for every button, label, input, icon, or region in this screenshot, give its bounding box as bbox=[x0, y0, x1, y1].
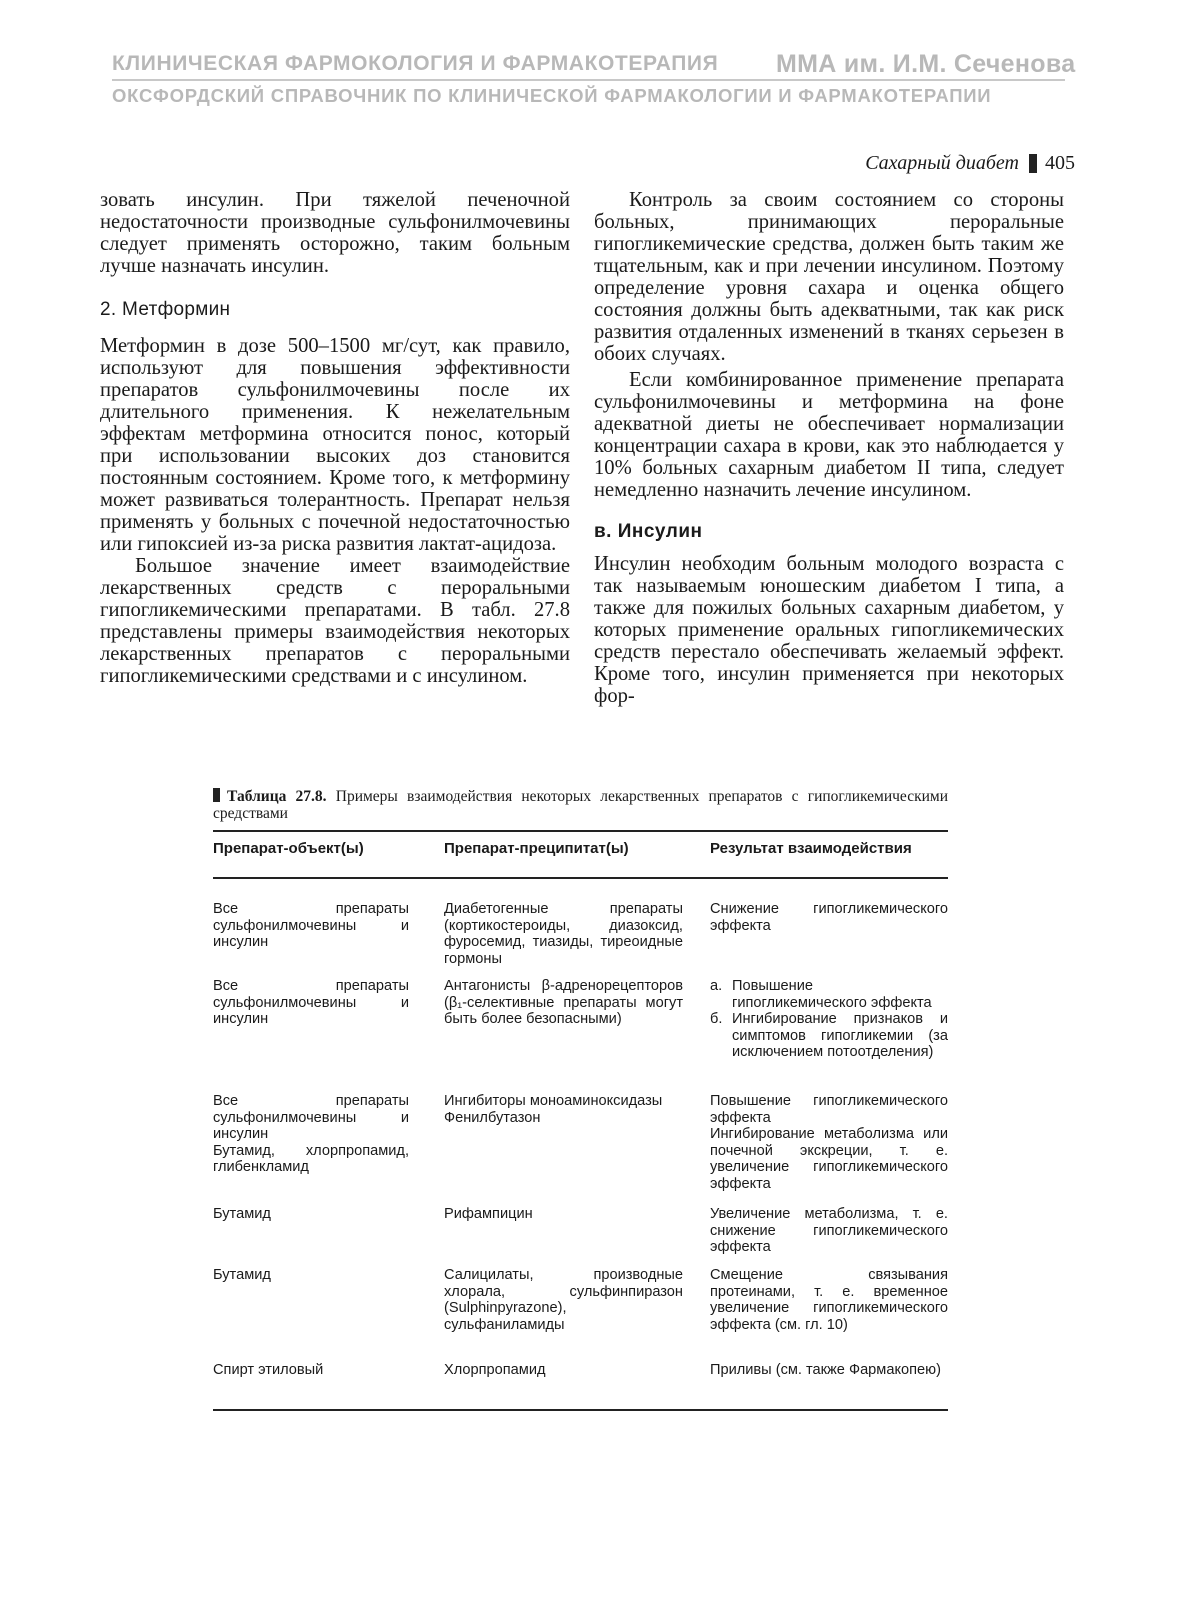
square-mark-icon bbox=[1029, 154, 1037, 173]
square-mark-icon bbox=[213, 788, 220, 802]
right-column bbox=[594, 189, 1064, 707]
left-column bbox=[100, 189, 570, 687]
cell-text: Антагонисты β-адренорецепторов (β₁-селективные препараты могут быть более безопасными) bbox=[444, 978, 683, 1028]
table-caption-label: Таблица 27.8. bbox=[227, 788, 327, 805]
cell-text: Бутамид bbox=[213, 1267, 271, 1283]
table-row bbox=[213, 1267, 948, 1333]
cell-text: Ингибиторы моноаминоксидазы bbox=[444, 1093, 663, 1109]
right-paragraph-2: Если комбинированное применение препарата сульфонилмочевины и метформина на фоне адекватной диеты не обеспечивает нормализации концентрации сахара в крови, как это наблюдается у 10% больных сахарным диабетом II типа, следует немедленно назначить лечение инсулином. bbox=[594, 369, 1064, 501]
interaction-table bbox=[213, 832, 948, 1378]
cell-object bbox=[213, 1267, 419, 1333]
cell-text: Салицилаты, производные хлорала, сульфинпиразон (Sulphinpyrazone), сульфаниламиды bbox=[444, 1267, 683, 1333]
cell-text: Бутамид, хлорпропамид, глибенкламид bbox=[213, 1142, 409, 1176]
right-paragraph-3: Инсулин необходим больным молодого возраста с так называемым юношеским диабетом I типа, а также для пожилых больных сахарным диабетом, у которых применение оральных гипогликемических средств перестало обеспечивать желаемый эффект. Кроме того, инсулин применяется при некоторых фор- bbox=[594, 553, 1064, 707]
cell-result bbox=[683, 978, 948, 1061]
cell-text: Увеличение метаболизма, т. е. снижение гипогликемического эффекта bbox=[710, 1206, 948, 1256]
table-row bbox=[213, 978, 948, 1061]
cell-precipitant bbox=[419, 978, 683, 1061]
cell-object bbox=[213, 1093, 419, 1193]
table-row bbox=[213, 1206, 948, 1256]
left-paragraph-2: Метформин в дозе 500–1500 мг/сут, как правило, используют для повышения эффективности препаратов сульфонилмочевины после их длительного применения. К нежелательным эффектам метформина относится понос, который при использовании высоких доз становится постоянным состоянием. Кроме того, к метформину может развиваться толерантность. Препарат нельзя применять у больных с почечной недостаточностью или гипоксией из-за риска развития лактат-ацидоза. bbox=[100, 335, 570, 555]
page-number: 405 bbox=[1045, 152, 1075, 174]
right-paragraph-1: Контроль за своим состоянием со стороны больных, принимающих пероральные гипогликемические средства, должен быть таким же тщательным, как и при лечении инсулином. Поэтому определение уровня сахара и оценка общего состояния должны быть адекватными, так как риск развития отдаленных изменений в тканях серьезен в обоих случаях. bbox=[594, 189, 1064, 365]
cell-text: Смещение связывания протеинами, т. е. временное увеличение гипогликемического эффекта (см. гл. 10) bbox=[710, 1267, 948, 1333]
cell-precipitant bbox=[419, 1267, 683, 1333]
table-row bbox=[213, 1093, 948, 1193]
table-row bbox=[213, 901, 948, 967]
table-header-rule bbox=[213, 877, 948, 879]
header-subtitle: ОКСФОРДСКИЙ СПРАВОЧНИК ПО КЛИНИЧЕСКОЙ ФАРМАКОЛОГИИ И ФАРМАКОТЕРАПИИ bbox=[112, 85, 992, 106]
cell-result bbox=[683, 901, 948, 967]
cell-result bbox=[683, 1093, 948, 1193]
cell-text: Бутамид bbox=[213, 1206, 271, 1222]
table-bottom-rule bbox=[213, 1409, 948, 1411]
cell-text: Ингибирование метаболизма или почечной экскреции, т. е. увеличение гипогликемического эффекта bbox=[710, 1126, 948, 1192]
section-heading-metformin: 2. Метформин bbox=[100, 299, 231, 320]
cell-result bbox=[683, 1206, 948, 1256]
table-header-row bbox=[213, 832, 948, 877]
list-marker: б. bbox=[710, 1011, 723, 1028]
running-head bbox=[865, 152, 1075, 175]
left-paragraph-3: Большое значение имеет взаимодействие лекарственных средств с пероральными гипогликемическими препаратами. В табл. 27.8 представлены примеры взаимодействия некоторых лекарственных препаратов с пероральными гипогликемическими средствами и с инсулином. bbox=[100, 555, 570, 687]
column-header-result: Результат взаимодействия bbox=[710, 840, 912, 857]
result-list-item bbox=[710, 978, 948, 1011]
cell-result bbox=[683, 1362, 948, 1379]
table-row bbox=[213, 1362, 948, 1379]
cell-text: Спирт этиловый bbox=[213, 1362, 324, 1378]
column-header-precipitant: Препарат-преципитат(ы) bbox=[444, 840, 629, 857]
cell-text: Приливы (см. также Фармакопею) bbox=[710, 1362, 941, 1378]
cell-text: Все препараты сульфонилмочевины и инсулин bbox=[213, 1093, 409, 1143]
cell-object bbox=[213, 901, 419, 967]
cell-precipitant bbox=[419, 901, 683, 967]
list-marker: а. bbox=[710, 978, 723, 994]
column-header-object: Препарат-объект(ы) bbox=[213, 840, 364, 857]
cell-text: Повышение гипогликемического эффекта bbox=[710, 1093, 948, 1126]
cell-precipitant bbox=[419, 1206, 683, 1256]
cell-text: Диабетогенные препараты (кортикостероиды, диазоксид, фуросемид, тиазиды, тиреоидные гормоны bbox=[444, 901, 683, 967]
left-paragraph-1: зовать инсулин. При тяжелой печеночной недостаточности производные сульфонилмочевины следует применять осторожно, таким больным лучше назначать инсулин. bbox=[100, 189, 570, 277]
cell-object bbox=[213, 1206, 419, 1256]
result-list-item bbox=[710, 1011, 948, 1061]
table-caption-text: Примеры взаимодействия некоторых лекарственных препаратов с гипогликемическими средствами bbox=[213, 788, 949, 822]
cell-precipitant bbox=[419, 1362, 683, 1379]
list-item-text: Ингибирование признаков и симптомов гипогликемии (за исключением потоотделения) bbox=[732, 1011, 948, 1061]
cell-object bbox=[213, 978, 419, 1061]
section-heading-insulin: в. Инсулин bbox=[594, 521, 703, 542]
running-head-title: Сахарный диабет bbox=[865, 152, 1019, 174]
table-caption bbox=[213, 788, 948, 822]
header-divider bbox=[112, 79, 1065, 81]
cell-text: Снижение гипогликемического эффекта bbox=[710, 901, 948, 934]
cell-precipitant bbox=[419, 1093, 683, 1193]
cell-text: Все препараты сульфонилмочевины и инсулин bbox=[213, 978, 409, 1028]
list-item-text: Повышение гипогликемического эффекта bbox=[732, 978, 932, 1011]
cell-text: Рифампицин bbox=[444, 1206, 533, 1222]
header-title-left: КЛИНИЧЕСКАЯ ФАРМОКОЛОГИЯ И ФАРМАКОТЕРАПИЯ bbox=[112, 52, 719, 75]
cell-object bbox=[213, 1362, 419, 1379]
header-title-right: ММА им. И.М. Сеченова bbox=[776, 50, 1076, 78]
cell-text: Хлорпропамид bbox=[444, 1362, 546, 1378]
cell-text: Фенилбутазон bbox=[444, 1109, 541, 1126]
cell-text: Все препараты сульфонилмочевины и инсулин bbox=[213, 901, 409, 951]
cell-result bbox=[683, 1267, 948, 1333]
